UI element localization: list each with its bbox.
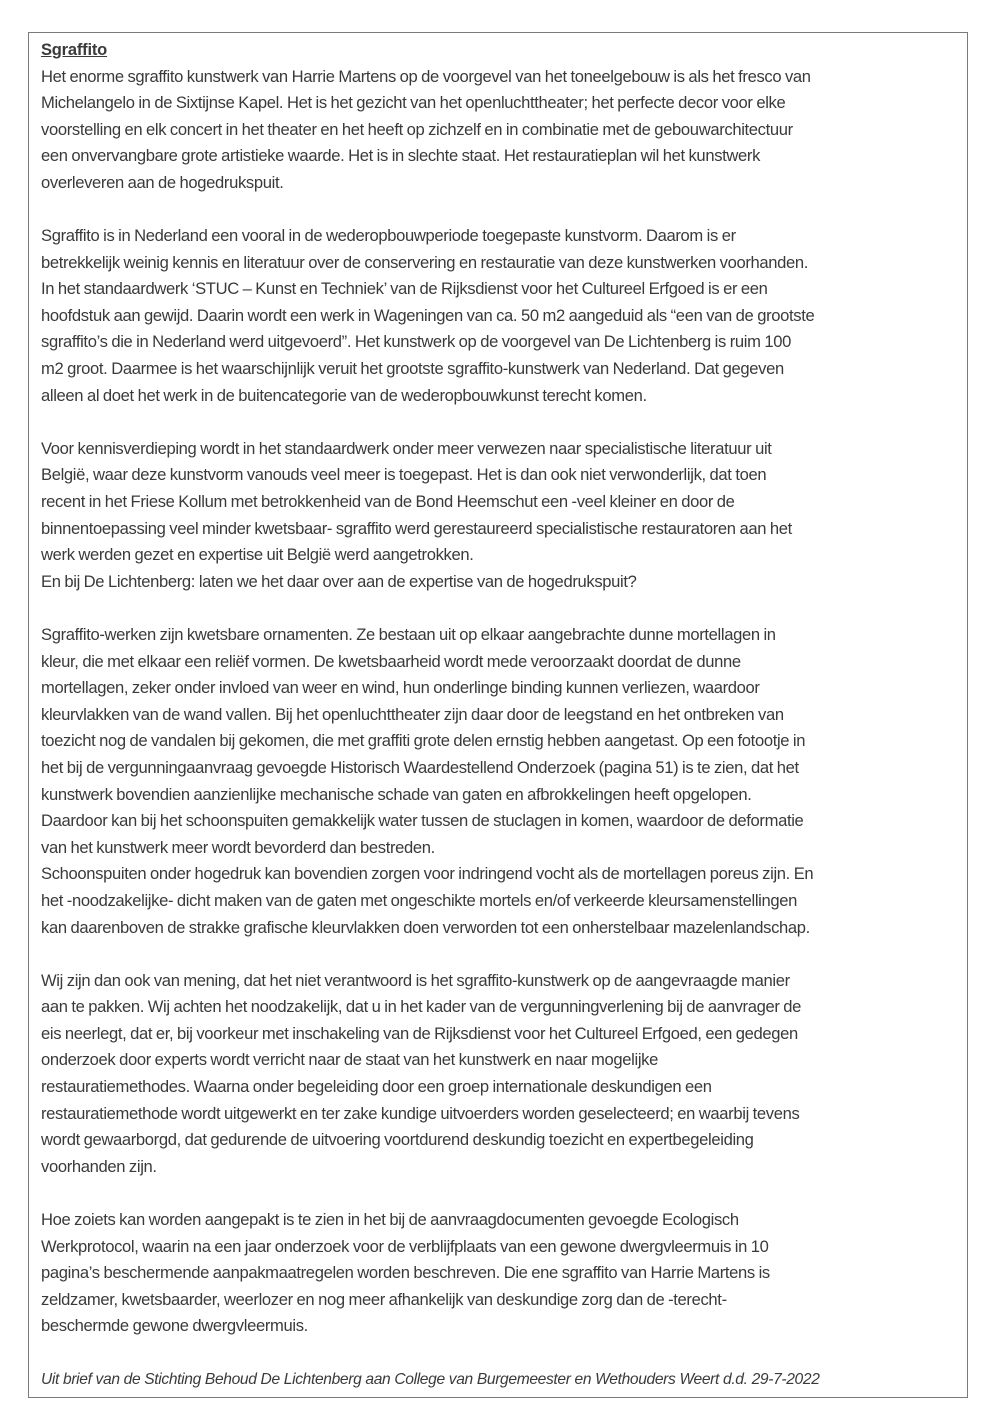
text-line: kleurvlakken van de wand vallen. Bij het openluchttheater zijn daar door de leegstand en het ontbreken van [41,704,784,724]
text-line: Michelangelo in de Sixtijnse Kapel. Het is het gezicht van het openluchttheater; het perfecte decor voor elke [41,93,786,113]
text-line: pagina’s beschermende aanpakmaatregelen worden beschreven. Die ene sgraffito van Harrie Martens is [41,1263,770,1283]
text-line: het bij de vergunningaanvraag gevoegde Historisch Waardestellend Onderzoek (pagina 51) is te zien, dat het [41,757,799,777]
text-line: voorstelling en elk concert in het theater en het heeft op zichzelf en in combinatie met de gebouwarchitectuur [41,119,793,139]
text-line: Daardoor kan bij het schoonspuiten gemakkelijk water tussen de stuclagen in komen, waardoor de deformatie [41,811,804,831]
text-line: In het standaardwerk ‘STUC – Kunst en Techniek’ van de Rijksdienst voor het Cultureel Erfgoed is er een [41,279,768,299]
text-line: hoofdstuk aan gewijd. Daarin wordt een werk in Wageningen van ca. 50 m2 aangeduid als “een van de grootste [41,305,815,325]
text-line: restauratiemethode wordt uitgewerkt en ter zake kundige uitvoerders worden geselecteerd; en waarbij tevens [41,1103,800,1123]
document-title: Sgraffito [41,41,108,59]
paragraph [41,223,955,409]
text-line: Het enorme sgraffito kunstwerk van Harrie Martens op de voorgevel van het toneelgebouw is als het fresco van [41,66,811,86]
paragraph [41,436,955,596]
document-frame [28,32,968,1398]
paragraph [41,622,955,941]
paragraph [41,64,955,197]
text-line: voorhanden zijn. [41,1156,157,1176]
text-line: België, waar deze kunstvorm vanouds veel meer is toegepast. Het is dan ook niet verwonderlijk, dat toen [41,465,767,485]
text-line: kan daarenboven de strakke grafische kleurvlakken doen verworden tot een onherstelbaar mazelenlandschap. [41,917,810,937]
document-body [41,64,955,1341]
text-line: sgraffito’s die in Nederland werd uitgevoerd”. Het kunstwerk op de voorgevel van De Lichtenberg is ruim 100 [41,332,791,352]
text-line: Wij zijn dan ook van mening, dat het niet verantwoord is het sgraffito-kunstwerk op de aangevraagde manier [41,970,790,990]
text-line: En bij De Lichtenberg: laten we het daar over aan de expertise van de hogedrukspuit? [41,571,637,591]
text-line: m2 groot. Daarmee is het waarschijnlijk veruit het grootste sgraffito-kunstwerk van Nederland. Dat gegeven [41,359,784,379]
text-line: Sgraffito-werken zijn kwetsbare ornamenten. Ze bestaan uit op elkaar aangebrachte dunne mortellagen in [41,624,776,644]
text-line: een onvervangbare grote artistieke waarde. Het is in slechte staat. Het restauratieplan wil het kunstwerk [41,146,761,166]
text-line: kunstwerk bovendien aanzienlijke mechanische schade van gaten en afbrokkelingen heeft opgelopen. [41,784,752,804]
text-line: recent in het Friese Kollum met betrokkenheid van de Bond Heemschut een -veel kleiner en door de [41,492,735,511]
text-line: van het kunstwerk meer wordt bevorderd dan bestreden. [41,837,435,857]
text-line: Werkprotocol, waarin na een jaar onderzoek voor de verblijfplaats van een gewone dwergvleermuis in 10 [41,1236,769,1256]
text-line: alleen al doet het werk in de buitencategorie van de wederopbouwkunst terecht komen. [41,385,647,405]
text-line: werk werden gezet en expertise uit België werd aangetrokken. [41,545,474,565]
text-line: aan te pakken. Wij achten het noodzakelijk, dat u in het kader van de vergunningverlening bij de aanvrager de [41,997,802,1017]
text-line: het -noodzakelijke- dicht maken van de gaten met ongeschikte mortels en/of verkeerde kleursamenstellingen [41,890,798,910]
text-line: beschermde gewone dwergvleermuis. [41,1316,308,1336]
text-line: Schoonspuiten onder hogedruk kan bovendien zorgen voor indringend vocht als de mortellagen poreus zijn. En [41,864,814,884]
text-line: eis neerlegt, dat er, bij voorkeur met inschakeling van de Rijksdienst voor het Cultureel Erfgoed, een gedegen [41,1023,798,1043]
text-line: Voor kennisverdieping wordt in het standaardwerk onder meer verwezen naar specialistische literatuur uit [41,438,772,458]
paragraph [41,1207,955,1340]
text-line: Hoe zoiets kan worden aangepakt is te zien in het bij de aanvraagdocumenten gevoegde Ecologisch [41,1210,739,1230]
text-line: Sgraffito is in Nederland een vooral in de wederopbouwperiode toegepaste kunstvorm. Daarom is er [41,226,736,246]
text-line: restauratiemethodes. Waarna onder begeleiding door een groep internationale deskundigen een [41,1077,712,1097]
text-line: betrekkelijk weinig kennis en literatuur over de conservering en restauratie van deze kunstwerken voorhanden. [41,252,809,272]
text-line: binnentoepassing veel minder kwetsbaar- sgraffito werd gerestaureerd specialistische restauratoren aan het [41,518,792,538]
text-line: zeldzamer, kwetsbaarder, weerlozer en nog meer afhankelijk van deskundige zorg dan de -terecht- [41,1289,727,1309]
text-line: mortellagen, zeker onder invloed van weer en wind, hun onderlinge binding kunnen verliezen, waardoor [41,678,760,698]
text-line: onderzoek door experts wordt verricht naar de staat van het kunstwerk en naar mogelijke [41,1050,659,1070]
text-line: wordt gewaarborgd, dat gedurende de uitvoering voortdurend deskundig toezicht en expertbegeleiding [41,1130,754,1150]
text-line: toezicht nog de vandalen bij gekomen, die met graffiti grote delen ernstig hebben aangetast. Op een fotootje in [41,731,806,751]
source-caption: Uit brief van de Stichting Behoud De Lichtenberg aan College van Burgemeester en Wethouders Weert d.d. 29-7-2022 [41,1370,820,1388]
text-line: kleur, die met elkaar een reliëf vormen. De kwetsbaarheid wordt mede veroorzaakt doordat de dunne [41,651,741,671]
text-line: overleveren aan de hogedrukspuit. [41,172,284,192]
paragraph [41,968,955,1181]
